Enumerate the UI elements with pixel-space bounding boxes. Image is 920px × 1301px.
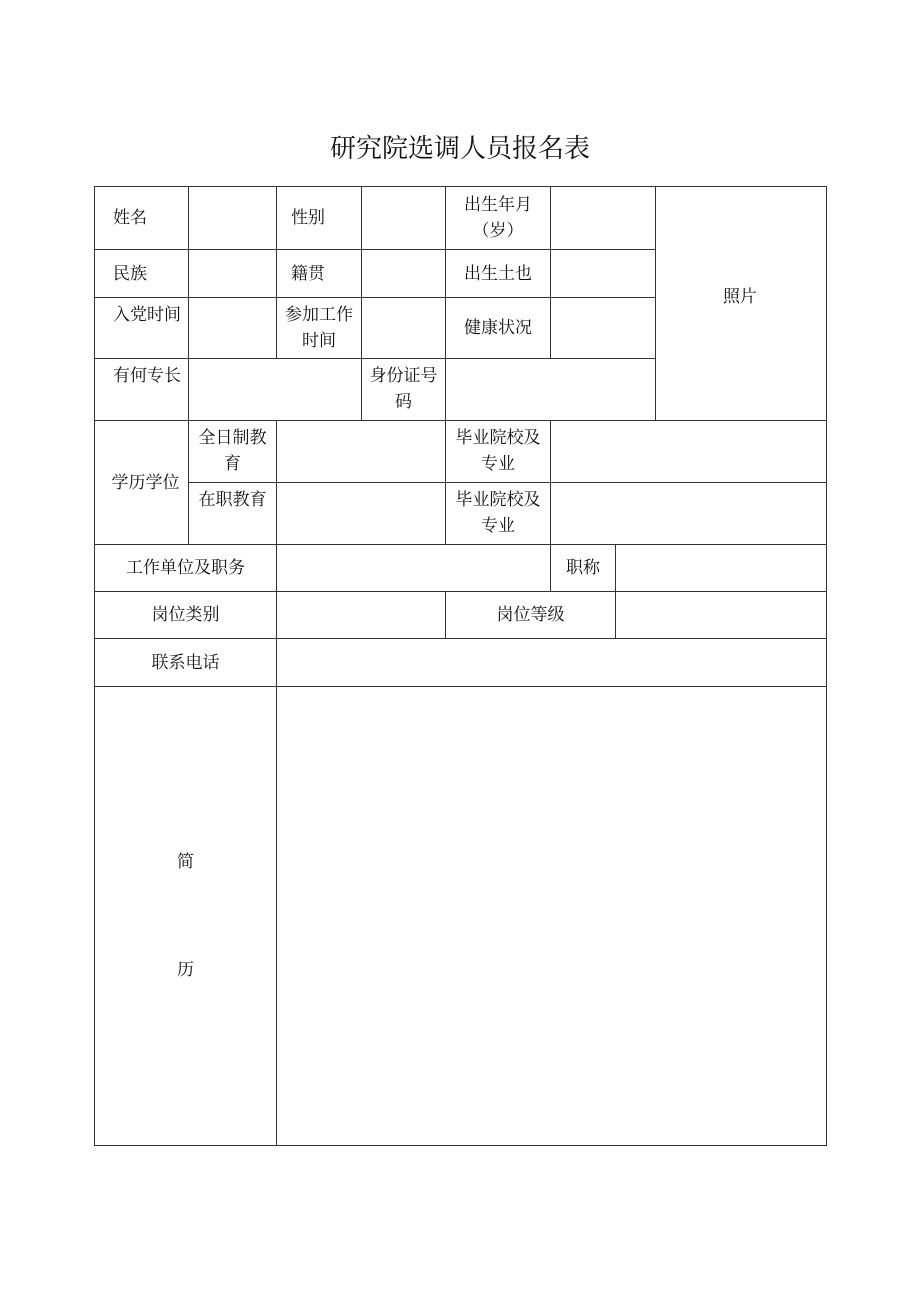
birthplace-label	[445, 249, 551, 298]
resume-char-1: 简	[177, 852, 194, 872]
resume-char-2: 历	[177, 960, 194, 980]
photo-label: 照片	[723, 286, 757, 307]
fulltime-education-field[interactable]	[276, 420, 446, 483]
work-start-label-line1: 参加工作	[285, 305, 353, 325]
native-place-label	[276, 249, 362, 298]
gender-label-text: 性别	[291, 208, 325, 228]
post-level-field[interactable]	[615, 591, 827, 639]
health-field[interactable]	[550, 297, 656, 359]
inservice-education-field[interactable]	[276, 482, 446, 545]
specialty-field[interactable]	[188, 358, 362, 421]
professional-title-label-text: 职称	[566, 558, 600, 578]
id-number-label-line2: 码	[395, 392, 412, 412]
inservice-label-text: 在职教育	[198, 490, 267, 510]
id-number-label-line1: 身份证号	[369, 366, 438, 386]
inservice-school-label-line2: 专业	[481, 516, 515, 536]
birthplace-field[interactable]	[550, 249, 656, 298]
name-label	[94, 186, 189, 250]
fulltime-label-line1: 全日制教	[198, 428, 267, 448]
birthplace-label-text: 出生土也	[464, 263, 532, 284]
phone-label	[94, 638, 277, 687]
inservice-school-label-line1: 毕业院校及	[455, 490, 541, 510]
post-category-label	[94, 591, 277, 639]
post-level-label	[445, 591, 616, 639]
resume-label	[94, 686, 277, 1146]
native-place-label-text: 籍贯	[291, 263, 325, 284]
party-join-time-label-text: 入党时间	[113, 305, 181, 325]
fulltime-school-major-label	[445, 420, 551, 483]
gender-label	[276, 186, 362, 250]
education-degree-label	[94, 420, 189, 545]
work-start-time-field[interactable]	[361, 297, 446, 359]
professional-title-label	[550, 544, 616, 592]
name-field[interactable]	[188, 186, 277, 250]
party-join-time-label	[94, 297, 189, 359]
photo-box[interactable]	[655, 186, 827, 421]
education-degree-label-text: 学历学位	[111, 472, 180, 493]
native-place-field[interactable]	[361, 249, 446, 298]
resume-field[interactable]	[276, 686, 827, 1146]
birth-date-label-line2: （岁）	[472, 221, 524, 241]
work-start-time-label	[276, 297, 362, 359]
name-label-text: 姓名	[113, 208, 147, 228]
birth-date-field[interactable]	[550, 186, 656, 250]
health-label-text: 健康状况	[464, 318, 532, 338]
post-category-field[interactable]	[276, 591, 446, 639]
post-category-label-text: 岗位类别	[151, 605, 220, 625]
specialty-label	[94, 358, 189, 421]
professional-title-field[interactable]	[615, 544, 827, 592]
phone-label-text: 联系电话	[151, 652, 220, 673]
inservice-school-major-field[interactable]	[550, 482, 827, 545]
fulltime-school-label-line1: 毕业院校及	[455, 428, 541, 448]
employer-position-field[interactable]	[276, 544, 551, 592]
ethnicity-field[interactable]	[188, 249, 277, 298]
employer-position-label-text: 工作单位及职务	[126, 558, 245, 578]
ethnicity-label-text: 民族	[113, 263, 147, 284]
party-join-time-field[interactable]	[188, 297, 277, 359]
inservice-school-major-label	[445, 482, 551, 545]
work-start-label-line2: 时间	[302, 331, 336, 351]
ethnicity-label	[94, 249, 189, 298]
health-label	[445, 297, 551, 359]
id-number-field[interactable]	[445, 358, 656, 421]
birth-date-label-line1: 出生年月	[464, 195, 532, 215]
inservice-education-label	[188, 482, 277, 545]
fulltime-label-line2: 育	[224, 454, 241, 474]
gender-field[interactable]	[361, 186, 446, 250]
fulltime-education-label	[188, 420, 277, 483]
employer-position-label	[94, 544, 277, 592]
fulltime-school-major-field[interactable]	[550, 420, 827, 483]
fulltime-school-label-line2: 专业	[481, 454, 515, 474]
phone-field[interactable]	[276, 638, 827, 687]
specialty-label-text: 有何专长	[113, 366, 181, 386]
birth-date-label	[445, 186, 551, 250]
post-level-label-text: 岗位等级	[496, 605, 565, 625]
id-number-label	[361, 358, 446, 421]
form-title: 研究院选调人员报名表	[329, 134, 590, 164]
